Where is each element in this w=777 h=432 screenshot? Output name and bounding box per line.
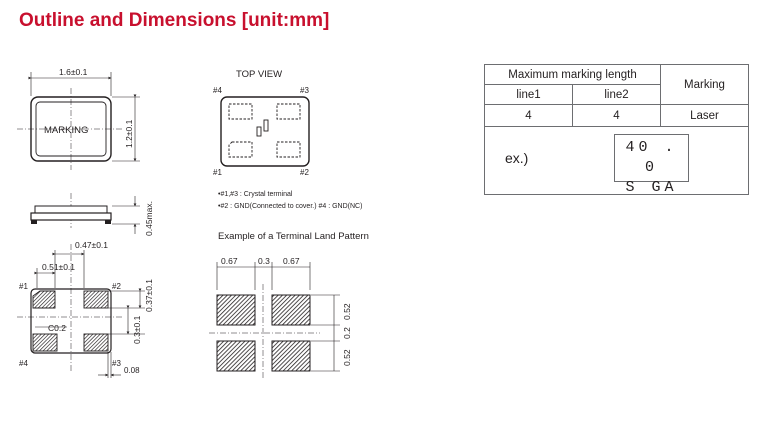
land-pattern-drawing: [209, 262, 340, 380]
land-dim-pad-right: 0.67: [283, 256, 300, 266]
land-pattern-title: Example of a Terminal Land Pattern: [218, 231, 369, 242]
example-marking-box: [614, 134, 689, 196]
value-marking: Laser: [661, 105, 749, 127]
note-crystal-terminal: •#1,#3 : Crystal terminal: [218, 191, 293, 198]
land-dim-pad-left: 0.67: [221, 256, 238, 266]
top-view-internal: [221, 97, 309, 166]
pin-1-label: #1: [19, 282, 28, 291]
top-view-title: TOP VIEW: [236, 69, 283, 80]
marking-label: MARKING: [44, 125, 89, 136]
width-dim-label: 1.6±0.1: [59, 67, 88, 77]
top-pin-3-label: #3: [300, 86, 309, 95]
land-dim-gap: 0.3: [258, 256, 270, 266]
header-line2: line2: [573, 85, 661, 105]
header-line1: line1: [485, 85, 573, 105]
header-marking: Marking: [661, 65, 749, 105]
top-pin-1-label: #1: [213, 168, 222, 177]
land-dim-pad-bottom: 0.52: [342, 349, 352, 366]
thickness-dim-label: 0.45max.: [144, 201, 154, 236]
value-line2: 4: [573, 105, 661, 127]
height-dim-label: 1.2±0.1: [124, 119, 134, 148]
pad-offset-dim-label: 0.08: [124, 366, 140, 375]
outline-top-view: [17, 72, 140, 170]
page-title: Outline and Dimensions [unit:mm]: [19, 10, 330, 31]
outline-bottom-view: [17, 244, 145, 378]
example-line2: S GA: [625, 179, 678, 196]
value-line1: 4: [485, 105, 573, 127]
pad-width-dim-label: 0.51±0.1: [42, 262, 76, 272]
outline-side-view: [31, 193, 140, 234]
land-dim-vgap: 0.2: [342, 327, 352, 339]
header-max-marking-length: Maximum marking length: [485, 65, 661, 85]
chamfer-label: C0.2: [48, 323, 66, 333]
land-dim-pad-top: 0.52: [342, 303, 352, 320]
pin-2-label: #2: [112, 282, 121, 291]
example-label: ex.): [505, 150, 529, 166]
top-pin-2-label: #2: [300, 168, 309, 177]
example-line1: 40 . 0: [625, 139, 678, 176]
note-gnd-terminal: •#2 : GND(Connected to cover.) #4 : GND(NC): [218, 203, 363, 210]
pin-4-label: #4: [19, 359, 28, 368]
top-pin-4-label: #4: [213, 86, 222, 95]
pad-gap-dim-label: 0.3±0.1: [132, 315, 142, 344]
pad-pitch-dim-label: 0.47±0.1: [75, 240, 109, 250]
pad-height-dim-label: 0.37±0.1: [144, 278, 154, 312]
pin-3-label: #3: [112, 359, 121, 368]
